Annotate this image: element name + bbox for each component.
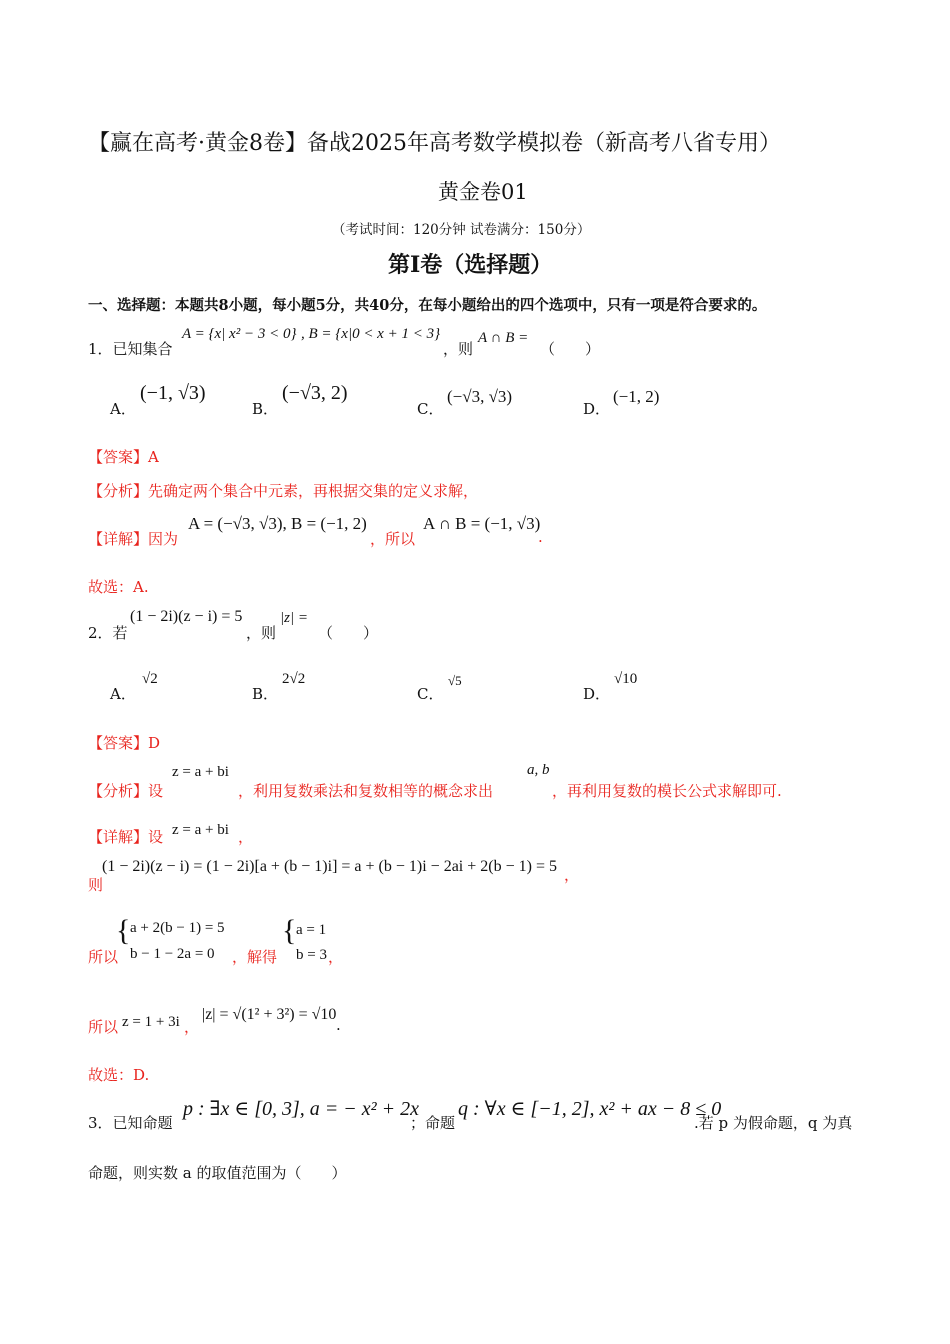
q2-so: 所以	[88, 948, 119, 966]
paper-subtitle: 黄金卷01	[438, 180, 528, 204]
q2-expression: |z| =	[280, 610, 308, 626]
q1-option-a-label: A．	[110, 400, 136, 418]
q1-option-c-value: (−√3, √3)	[447, 387, 513, 406]
q2-answer: 【答案】D	[88, 734, 161, 752]
q2-option-d-label: D．	[583, 685, 611, 703]
q1-analysis: 【分析】先确定两个集合中元素，再根据交集的定义求解，	[88, 482, 479, 500]
q2-analysis-eq: z = a + bi	[172, 764, 229, 780]
q2-comma: ，	[184, 1018, 200, 1036]
q2-system2-eq-b: b = 3	[296, 947, 327, 963]
q2-analysis-prefix: 【分析】设	[88, 782, 164, 800]
q2-z-value: z = 1 + 3i	[122, 1014, 180, 1030]
q2-option-c-label: C．	[417, 685, 444, 703]
section-instructions: 一、选择题：本题共8小题，每小题5分，共40分，在每小题给出的四个选项中，只有一项是符合要求的。	[88, 297, 767, 314]
q2-detail-eq: z = a + bi	[172, 822, 229, 838]
q1-option-d-label: D．	[583, 400, 611, 418]
q2-detail-prefix: 【详解】设	[88, 828, 164, 846]
q1-stem-prefix: 1．已知集合	[88, 340, 173, 358]
q2-so-2: 所以	[88, 1018, 119, 1036]
q1-detail-end: .	[538, 528, 543, 546]
q1-set-b: , B = {x|0 < x + 1 < 3}	[301, 326, 441, 342]
q2-system1-eq-a: a + 2(b − 1) = 5	[130, 920, 225, 936]
q2-option-a-label: A．	[110, 685, 136, 703]
q2-system2-end: ，	[328, 948, 344, 966]
q2-solve-label: ，解得	[232, 948, 278, 966]
q3-proposition-p: p : ∃x ∈ [0, 3], a = − x² + 2x	[183, 1098, 419, 1120]
q2-stem-prefix: 2．若	[88, 624, 128, 642]
q2-option-a-value: √2	[142, 671, 158, 687]
q1-detail-mid: ，所以	[370, 530, 416, 548]
volume-heading: 第I卷（选择题）	[388, 252, 553, 278]
q2-brace-2: {	[282, 914, 297, 947]
q2-expand-end: ，	[564, 866, 580, 884]
q2-stem-mid: ，则	[246, 624, 277, 642]
q1-stem-post: ，则	[443, 340, 474, 358]
q2-equation: (1 − 2i)(z − i) = 5	[130, 608, 243, 625]
q2-option-c-value: √5	[448, 673, 462, 688]
q1-detail-eq2: A ∩ B = (−1, √3)	[423, 514, 541, 533]
q2-then: 则	[88, 876, 104, 894]
q2-modulus-end: .	[336, 1016, 341, 1034]
q1-set-a: A = {x| x² − 3 < 0}	[182, 326, 297, 342]
q1-expression: A ∩ B =	[478, 330, 529, 346]
q2-modulus-eq: |z| = √(1² + 3²) = √10	[202, 1006, 337, 1023]
q1-choice: 故选：A.	[88, 578, 149, 596]
q2-system2-eq-a: a = 1	[296, 922, 327, 938]
document-title: 【赢在高考·黄金8卷】备战2025年高考数学模拟卷（新高考八省专用）	[88, 131, 781, 156]
q3-tail-line2: 命题，则实数 a 的取值范围为（ ）	[88, 1164, 347, 1182]
q2-analysis-post: ，再利用复数的模长公式求解即可.	[552, 782, 782, 800]
q1-option-a-value: (−1, √3)	[140, 382, 206, 404]
q3-tail-line1: .若 p 为假命题，q 为真	[694, 1114, 853, 1132]
q2-paren: （ ）	[318, 624, 379, 642]
q3-proposition-q: q : ∀x ∈ [−1, 2], x² + ax − 8 ≤ 0	[458, 1098, 722, 1120]
q1-option-b-label: B．	[252, 400, 279, 418]
q2-analysis-mid: ，利用复数乘法和复数相等的概念求出	[238, 782, 494, 800]
q2-analysis-ab: a, b	[527, 762, 550, 778]
q3-semicolon: ；命题	[410, 1114, 456, 1132]
q2-option-b-value: 2√2	[282, 671, 306, 687]
q2-system1-eq-b: b − 1 − 2a = 0	[130, 946, 215, 962]
q1-answer: 【答案】A	[88, 448, 159, 466]
q1-paren: （ ）	[540, 340, 601, 358]
q2-expand-eq: (1 − 2i)(z − i) = (1 − 2i)[a + (b − 1)i] = a + (b − 1)i − 2ai + 2(b − 1) = 5	[102, 858, 557, 875]
q2-detail-comma: ，	[238, 828, 254, 846]
q1-option-c-label: C．	[417, 400, 444, 418]
q1-option-d-value: (−1, 2)	[613, 387, 660, 406]
q2-choice: 故选：D.	[88, 1066, 150, 1084]
q1-detail-tag: 【详解】因为	[88, 530, 179, 548]
q1-detail-eq1: A = (−√3, √3), B = (−1, 2)	[188, 514, 367, 533]
exam-info: （考试时间：120分钟 试卷满分：150分）	[332, 222, 591, 238]
q3-stem-prefix: 3．已知命题	[88, 1114, 173, 1132]
q2-brace-1: {	[116, 914, 131, 947]
q1-option-b-value: (−√3, 2)	[282, 382, 348, 404]
q2-option-d-value: √10	[614, 671, 638, 687]
q2-option-b-label: B．	[252, 685, 279, 703]
